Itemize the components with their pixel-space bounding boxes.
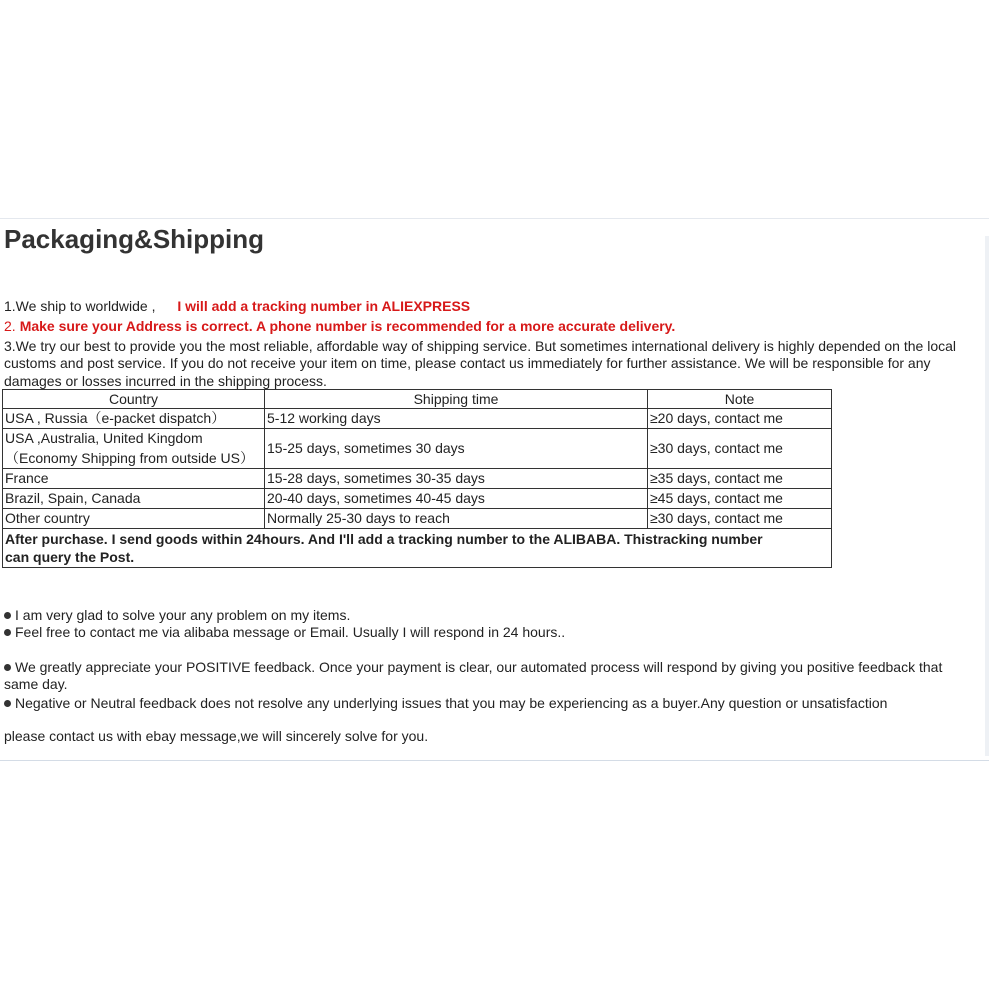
header-note: Note: [648, 390, 832, 409]
shipping-note-1: [4, 298, 470, 315]
cell-shipping-time: 5-12 working days: [265, 409, 648, 429]
cell-shipping-time: 15-28 days, sometimes 30-35 days: [265, 469, 648, 489]
table-row: [3, 489, 832, 509]
cell-country: France: [3, 469, 265, 489]
shipping-table: [2, 389, 832, 568]
bullet-icon: [4, 664, 11, 671]
cell-country: Brazil, Spain, Canada: [3, 489, 265, 509]
shipping-note-2-number: 2.: [4, 318, 16, 334]
table-row: [3, 429, 832, 469]
table-footer-text: After purchase. I send goods within 24hours. And I'll add a tracking number to the ALIBABA. Thistracking number can query the Post.: [5, 531, 763, 565]
cell-country: USA , Russia（e-packet dispatch）: [3, 409, 265, 429]
bullet-icon: [4, 612, 11, 619]
list-item: [4, 624, 979, 641]
bullet-text: Feel free to contact me via alibaba message or Email. Usually I will respond in 24 hours..: [15, 624, 566, 640]
cell-note: ≥30 days, contact me: [648, 509, 832, 529]
cell-note: ≥45 days, contact me: [648, 489, 832, 509]
list-item: [4, 695, 979, 712]
shipping-note-2: [4, 318, 675, 335]
cell-note: ≥20 days, contact me: [648, 409, 832, 429]
table-row: [3, 469, 832, 489]
bullet-text: We greatly appreciate your POSITIVE feedback. Once your payment is clear, our automated process will respond by giving you positive feedback that same day.: [4, 659, 943, 692]
scrollbar-track[interactable]: [985, 236, 989, 756]
bullet-icon: [4, 629, 11, 636]
closing-text: please contact us with ebay message,we will sincerely solve for you.: [4, 728, 429, 744]
cell-shipping-time: Normally 25-30 days to reach: [265, 509, 648, 529]
header-shipping-time: Shipping time: [265, 390, 648, 409]
section-title: Packaging&Shipping: [4, 224, 265, 254]
header-country: Country: [3, 390, 265, 409]
table-row: [3, 409, 832, 429]
list-item: [4, 607, 979, 624]
table-header-row: [3, 390, 832, 409]
table-footer-note: [3, 529, 832, 568]
cell-shipping-time: 20-40 days, sometimes 40-45 days: [265, 489, 648, 509]
bullet-text: Negative or Neutral feedback does not resolve any underlying issues that you may be experiencing as a buyer.Any question or unsatisfaction: [15, 695, 888, 711]
table-footer-row: [3, 529, 832, 568]
address-highlight: Make sure your Address is correct. A phone number is recommended for a more accurate delivery.: [19, 318, 676, 334]
cell-note: ≥30 days, contact me: [648, 429, 832, 469]
table-row: [3, 509, 832, 529]
cell-shipping-time: 15-25 days, sometimes 30 days: [265, 429, 648, 469]
tracking-highlight: I will add a tracking number in ALIEXPRESS: [177, 298, 471, 314]
bullet-icon: [4, 700, 11, 707]
cell-country: Other country: [3, 509, 265, 529]
cell-country: USA ,Australia, United Kingdom（Economy Shipping from outside US）: [3, 429, 265, 469]
shipping-note-1-text: 1.We ship to worldwide ,: [4, 298, 156, 314]
list-item: [4, 659, 979, 693]
bullet-text: I am very glad to solve your any problem on my items.: [15, 607, 351, 623]
shipping-note-3: 3.We try our best to provide you the most reliable, affordable way of shipping service. But sometimes international delivery is highly depended on the local customs and post service. If you do not receive your item on time, please contact us immediately for further assistance. We will be responsible for any damages or losses incurred in the shipping process.: [4, 338, 957, 389]
cell-note: ≥35 days, contact me: [648, 469, 832, 489]
